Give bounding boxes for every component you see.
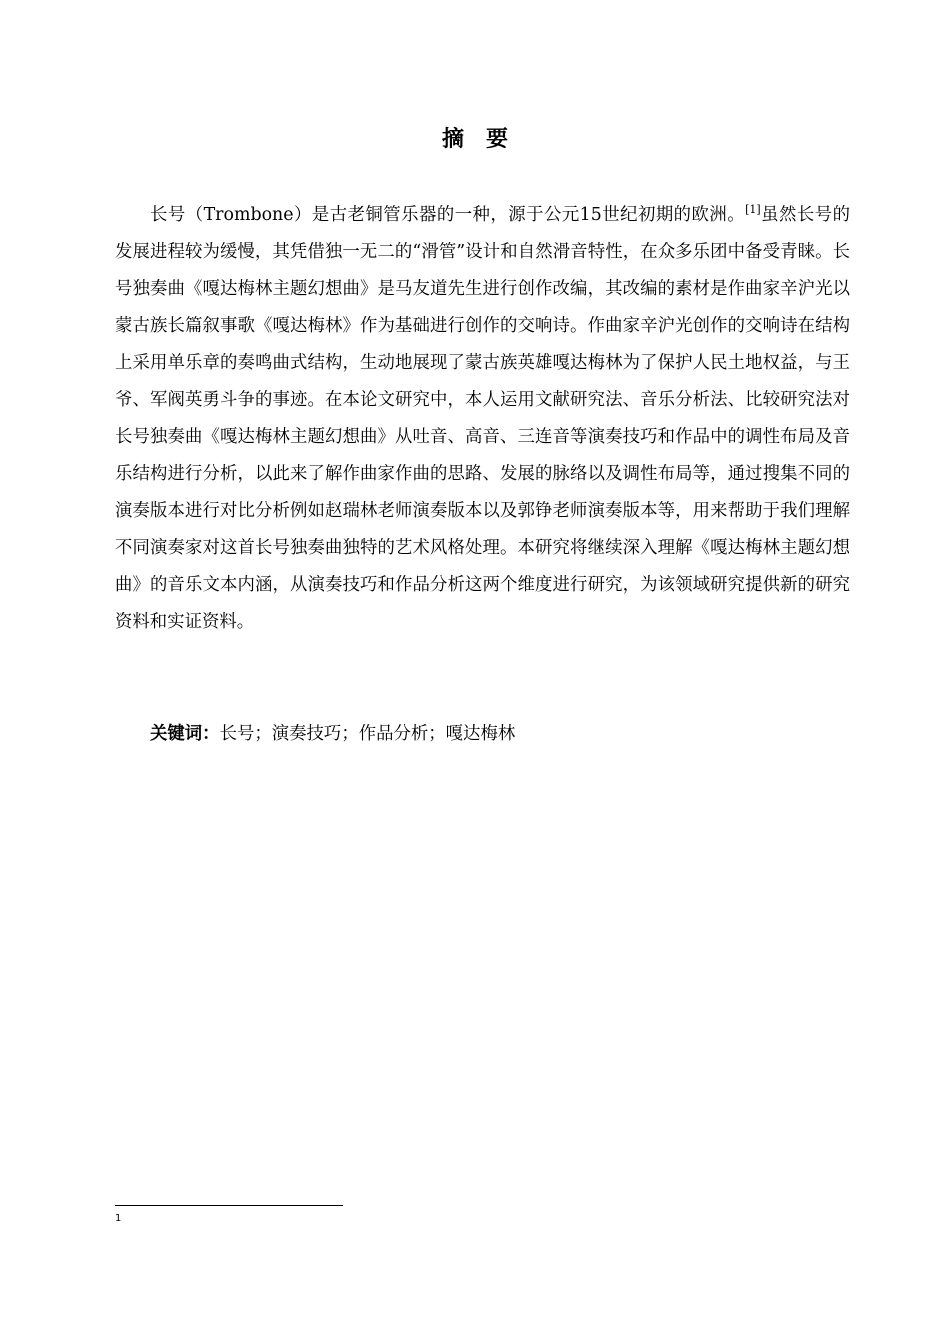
heading-char-2: 要: [486, 127, 509, 152]
citation-marker: [1]: [745, 203, 761, 216]
footnote-divider: [115, 1205, 343, 1206]
abstract-text-part2: 虽然长号的发展进程较为缓慢，其凭借独一无二的“滑管”设计和自然滑音特性，在众多乐团中备受青睐。长号独奏曲《嘎达梅林主题幻想曲》是马友道先生进行创作改编，其改编的素材是作曲家辛沪光以蒙古族长篇叙事歌《嘎达梅林》作为基础进行创作的交响诗。作曲家辛沪光创作的交响诗在结构上采用单乐章的奏鸣曲式结构，生动地展现了蒙古族英雄嘎达梅林为了保护人民土地权益，与王爷、军阀英勇斗争的事迹。在本论文研究中，本人运用文献研究法、音乐分析法、比较研究法对长号独奏曲《嘎达梅林主题幻想曲》从吐音、高音、三连音等演奏技巧和作品中的调性布局及音乐结构进行分析，以此来了解作曲家作曲的思路、发展的脉络以及调性布局等，通过搜集不同的演奏版本进行对比分析例如赵瑞林老师演奏版本以及郭铮老师演奏版本等，用来帮助于我们理解不同演奏家对这首长号独奏曲独特的艺术风格处理。本研究将继续深入理解《嘎达梅林主题幻想曲》的音乐文本内涵，从演奏技巧和作品分析这两个维度进行研究，为该领域研究提供新的研究资料和实证资料。: [115, 205, 850, 632]
footnote-number: 1: [115, 1213, 122, 1224]
heading-char-1: 摘: [441, 127, 464, 152]
abstract-heading: [0, 125, 950, 155]
keywords-text: 长号；演奏技巧；作品分析；嘎达梅林: [219, 724, 516, 744]
keywords-label: 关键词：: [150, 724, 220, 744]
abstract-paragraph: [115, 197, 850, 641]
abstract-text-part1: 长号（Trombone）是古老铜管乐器的一种，源于公元15世纪初期的欧洲。: [150, 205, 746, 225]
keywords-line: [150, 716, 850, 753]
